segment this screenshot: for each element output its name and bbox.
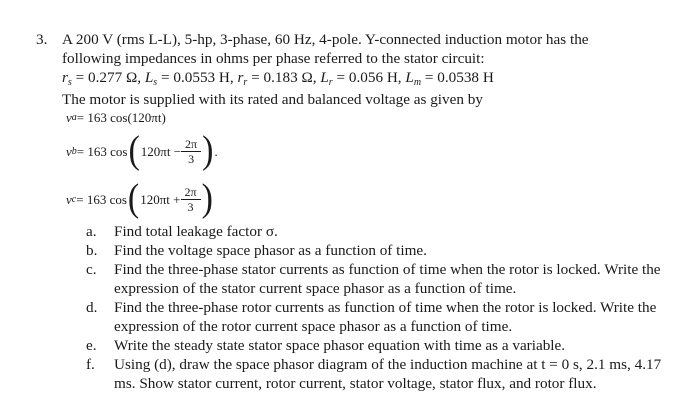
vb-denominator: 3 (188, 151, 195, 166)
vb-subscript: b (71, 145, 77, 157)
vc-fraction (183, 185, 199, 214)
vc-left-paren: ( (127, 177, 140, 220)
vc-subscript: c (71, 193, 77, 205)
lr-symbol: L (320, 69, 329, 86)
equation-vc (66, 176, 214, 222)
lm-subscript: m (413, 77, 422, 88)
question-line-4: The motor is supplied with its rated and balanced voltage as given by (62, 91, 483, 108)
item-text: Using (d), draw the space phasor diagram of the induction machine at t = 0 s, 2.1 ms, 4.17 ms. Show stator current, rotor current, stator voltage, stator flux, and rotor flux. (114, 356, 662, 392)
vc-argument: 120πt + (140, 191, 181, 207)
item-text: Find the three-phase rotor currents as function of time when the rotor is locked. Write the expression of the rotor current space phasor as a function of time. (114, 299, 657, 335)
question-line-1: A 200 V (rms L-L), 5-hp, 3-phase, 60 Hz, 4-pole. Y-connected induction motor has the (62, 31, 589, 48)
vc-prefix: = 163 cos (76, 191, 127, 207)
item-label: a. (86, 223, 97, 240)
ls-symbol: L (144, 69, 154, 86)
rs-symbol: r (62, 69, 68, 86)
vb-prefix: = 163 cos (76, 143, 128, 159)
vb-post: . (214, 143, 218, 159)
item-label: f. (86, 356, 95, 373)
list-item (86, 222, 686, 241)
list-item (86, 241, 686, 260)
item-label: e. (86, 337, 97, 354)
impedance-parameters (62, 68, 494, 92)
list-item (86, 298, 686, 336)
lm-symbol: L (405, 69, 414, 86)
rr-symbol: r (237, 69, 244, 86)
sub-question-list (86, 222, 686, 393)
item-label: c. (86, 261, 97, 278)
vc-right-paren: ) (201, 177, 213, 220)
va-symbol: v (66, 110, 72, 125)
vc-denominator: 3 (187, 199, 194, 214)
vc-symbol: v (66, 191, 72, 207)
question-number: 3. (36, 31, 48, 48)
list-item (86, 336, 686, 355)
list-item (86, 355, 686, 393)
rs-subscript: s (67, 77, 72, 88)
vb-symbol: v (66, 143, 72, 159)
ls-value: = 0.0553 H, (157, 69, 238, 86)
vb-numerator: 2π (185, 136, 198, 151)
va-rhs: = 163 cos(120πt) (76, 110, 166, 125)
vb-left-paren: ( (128, 129, 140, 172)
item-text: Find the three-phase stator currents as function of time when the rotor is locked. Write the expression of the stator current space phasor as a function of time. (114, 261, 661, 297)
item-label: d. (86, 299, 98, 316)
item-text: Find total leakage factor σ. (114, 223, 278, 240)
vb-fraction (183, 137, 199, 166)
item-label: b. (86, 242, 98, 259)
rr-subscript: r (243, 77, 248, 88)
vb-right-paren: ) (202, 129, 214, 172)
lr-value: = 0.056 H, (332, 69, 406, 86)
rr-value: = 0.183 Ω, (247, 69, 321, 86)
vb-argument: 120πt − (140, 143, 182, 159)
va-subscript: a (71, 112, 77, 123)
lm-value: = 0.0538 H (421, 69, 494, 86)
rs-value: = 0.277 Ω, (71, 69, 145, 86)
question-line-2: following impedances in ohms per phase referred to the stator circuit: (62, 50, 485, 67)
equation-vb (66, 128, 218, 174)
equation-va (66, 108, 166, 127)
vc-numerator: 2π (184, 184, 197, 199)
item-text: Find the voltage space phasor as a function of time. (114, 242, 427, 259)
lr-subscript: r (328, 77, 333, 88)
ls-subscript: s (153, 77, 158, 88)
item-text: Write the steady state stator space phasor equation with time as a variable. (114, 337, 566, 354)
list-item (86, 260, 686, 298)
